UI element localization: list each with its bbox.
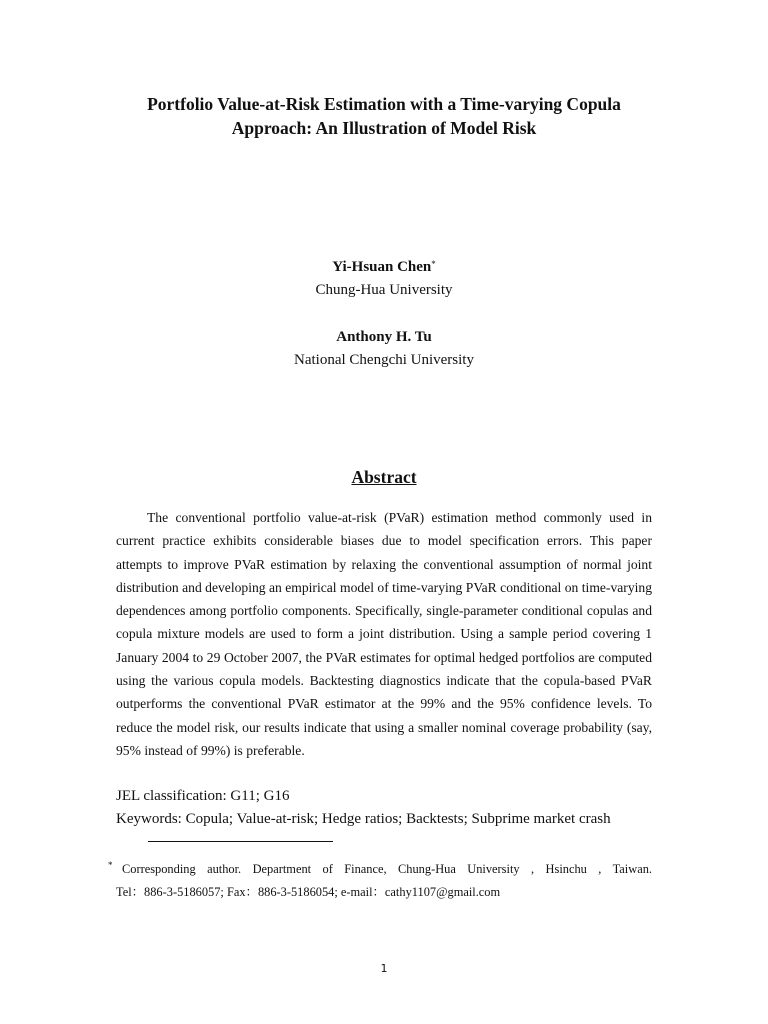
author-affiliation: National Chengchi University [294, 352, 474, 368]
author-block-2 [184, 326, 584, 372]
title-line-1: Portfolio Value-at-Risk Estimation with a Time-varying Copula [147, 94, 621, 114]
keywords: Keywords: Copula; Value-at-risk; Hedge ratios; Backtests; Subprime market crash [116, 811, 611, 827]
author-footnote-marker: * [431, 259, 436, 269]
footnote-line-2: Tel：886-3-5186057; Fax：886-3-5186054; e-mail：cathy1107@gmail.com [116, 885, 501, 899]
footnote-line-1: Corresponding author. Department of Finance, Chung-Hua University , Hsinchu , Taiwan. [122, 862, 652, 876]
paper-title [84, 92, 684, 140]
footnote-divider [148, 841, 333, 842]
jel-classification: JEL classification: G11; G16 [116, 788, 290, 804]
author-block-1 [184, 256, 584, 302]
abstract-heading: Abstract [351, 467, 417, 487]
title-line-2: Approach: An Illustration of Model Risk [231, 118, 537, 138]
author-name: Yi-Hsuan Chen* [332, 259, 436, 275]
author-name: Anthony H. Tu [336, 329, 432, 345]
footnote [108, 858, 652, 904]
page-number: 1 [380, 962, 388, 975]
abstract-body: The conventional portfolio value-at-risk (PVaR) estimation method commonly used in current practice exhibits considerable biases due to model specification errors. This paper attempts to improve PVaR estimation by relaxing the conventional assumption of normal joint distribution and developing an empirical model of time-varying PVaR conditional on time-varying dependences among portfolio components. Specifically, single-parameter conditional copulas and copula mixture models are used to form a joint distribution. Using a sample period covering 1 January 2004 to 29 October 2007, the PVaR estimates for optimal hedged portfolios are computed using the various copula models. Backtesting diagnostics indicate that the copula-based PVaR outperforms the conventional PVaR estimator at the 99% and the 95% confidence levels. To reduce the model risk, our results indicate that using a smaller nominal coverage probability (say, 95% instead of 99%) is preferable. [116, 510, 652, 758]
author-affiliation: Chung-Hua University [315, 282, 453, 298]
footnote-marker: * [108, 860, 113, 870]
